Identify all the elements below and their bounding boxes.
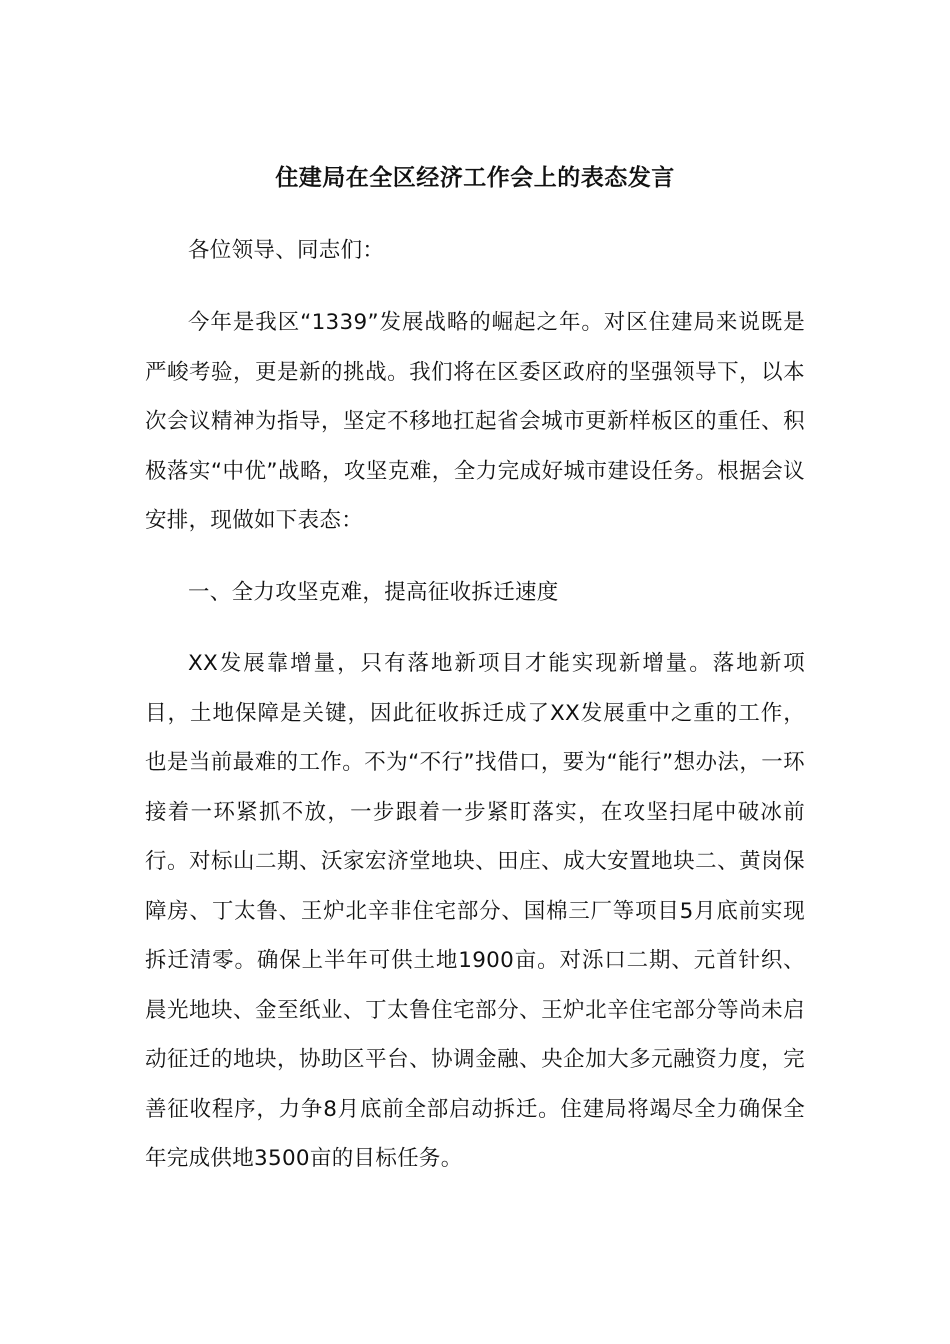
document-title: 住建局在全区经济工作会上的表态发言 — [275, 165, 675, 191]
section-body-paragraph: XX发展靠增量，只有落地新项目才能实现新增量。落地新项目，土地保障是关键，因此征收拆迁成了XX发展重中之重的工作，也是当前最难的工作。不为“不行”找借口，要为“能行”想办法，一环接着一环紧抓不放，一步跟着一步紧盯落实，在攻坚扫尾中破冰前行。对标山二期、沃家宏济堂地块、田庄、成大安置地块二、黄岗保障房、丁太鲁、王炉北辛非住宅部分、国棉三厂等项目5月底前实现拆迁清零。确保上半年可供土地1900亩。对泺口二期、元首针织、晨光地块、金至纸业、丁太鲁住宅部分、王炉北辛住宅部分等尚未启动征迁的地块，协助区平台、协调金融、央企加大多元融资力度，完善征收程序，力争8月底前全部启动拆迁。住建局将竭尽全力确保全年完成供地3500亩的目标任务。 — [145, 651, 805, 1171]
intro-paragraph: 今年是我区“1339”发展战略的崛起之年。对区住建局来说既是严峻考验，更是新的挑战。我们将在区委区政府的坚强领导下，以本次会议精神为指导，坚定不移地扛起省会城市更新样板区的重任、积极落实“中优”战略，攻坚克难，全力完成好城市建设任务。根据会议安排，现做如下表态： — [145, 310, 805, 533]
greeting-paragraph: 各位领导、同志们： — [188, 238, 385, 263]
section-heading: 一、全力攻坚克难，提高征收拆迁速度 — [188, 580, 559, 605]
